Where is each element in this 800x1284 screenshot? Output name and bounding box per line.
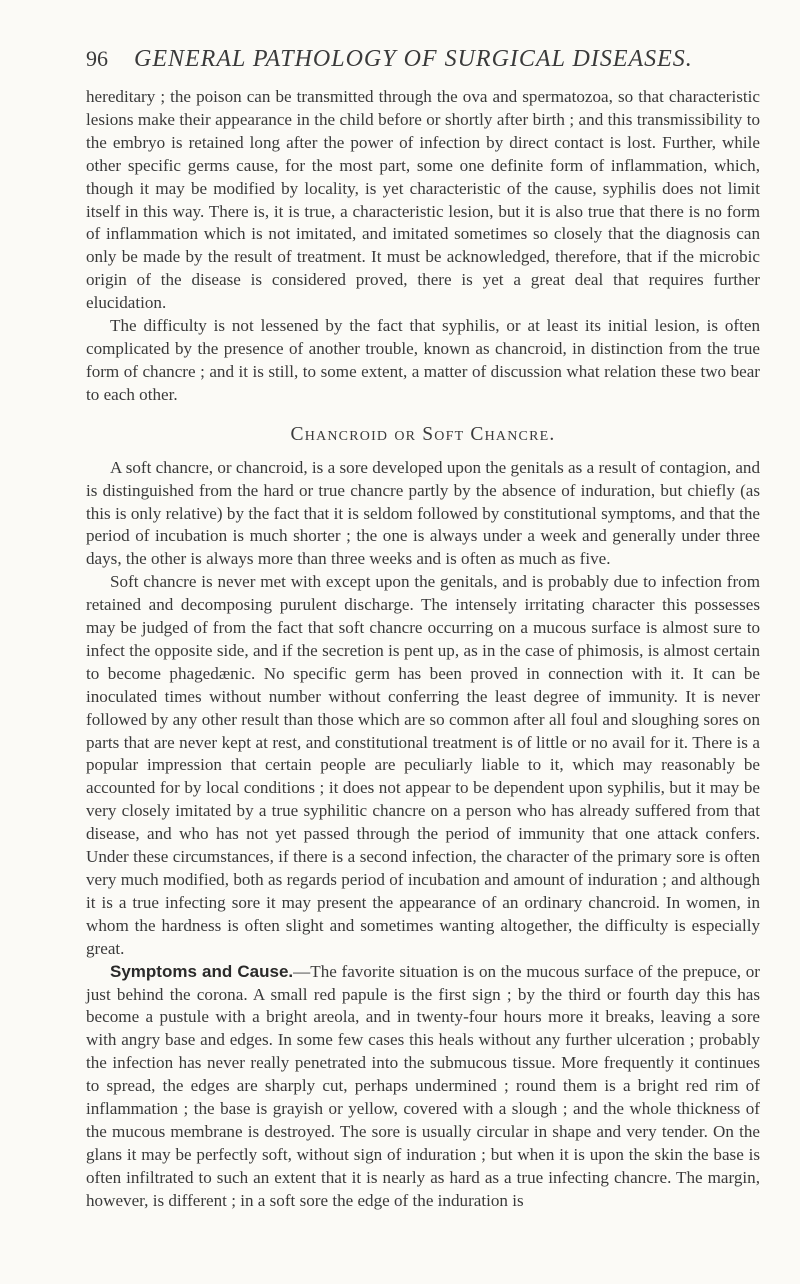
paragraph-soft-chancre-definition: A soft chancre, or chancroid, is a sore developed upon the genitals as a result of contagion, and is distinguished from the hard or true chancre partly by the absence of induration, but chiefly (as this is only relative) by the fact that it is seldom followed by constitutional symptoms, and that the period of incubation is much shorter ; the one is always under a week and generally under three days, the other is always more than three weeks and is often as much as five.: [86, 457, 760, 569]
paragraph-symptoms-and-cause: [86, 961, 760, 1213]
symptoms-text: —The favorite situation is on the mucous surface of the prepuce, or just behind the corona. A small red papule is the first sign ; by the third or fourth day this has become a pustule with a bright areola, and in twenty-four hours more it breaks, leaving a sore with angry base and edges. In some few cases this heals without any further ulceration ; probably the infection has never really penetrated into the submucous tissue. More frequently it continues to spread, the edges are sharply cut, perhaps undermined ; round them is a bright red rim of inflammation ; the base is grayish or yellow, covered with a slough ; and the whole thickness of the mucous membrane is destroyed. The sore is usually circular in shape and very tender. On the glans it may be perfectly soft, without sign of induration ; but when it is upon the skin the base is often infiltrated to such an extent that it is nearly as hard as a true infecting chancre. The margin, however, is different ; in a soft sore the edge of the induration is: [86, 961, 760, 1210]
running-title: GENERAL PATHOLOGY OF SURGICAL DISEASES.: [134, 46, 693, 72]
page-header: [86, 46, 760, 82]
page-number: 96: [86, 46, 108, 71]
paragraph-syphilis-continued: hereditary ; the poison can be transmitted through the ova and spermatozoa, so that characteristic lesions make their appearance in the child before or shortly after birth ; and this transmissibility to the embryo is retained long after the power of infection by direct contact is lost. Further, while other specific germs cause, for the most part, some one definite form of inflammation, which, though it may be modified by locality, is yet characteristic of the cause, syphilis does not limit itself in this way. There is, it is true, a characteristic lesion, but it is also true that there is no form of inflammation which is not imitated, and imitated sometimes so closely that the diagnosis can only be made by the result of treatment. It must be acknowledged, therefore, that if the microbic origin of the disease is considered proved, there is yet a great deal that requires further elucidation.: [86, 87, 760, 313]
paragraph-soft-chancre-genitals: Soft chancre is never met with except upon the genitals, and is probably due to infection from retained and decomposing purulent discharge. The intensely irritating character this possesses may be judged of from the fact that soft chancre occurring on a mucous surface is almost sure to infect the opposite side, and if the secretion is pent up, as in the case of phimosis, is almost certain to become phagedænic. No specific germ has been proved in connection with it. It can be inoculated times without number without conferring the least degree of immunity. It is never followed by any other result than those which are so common after all foul and sloughing sores on parts that are never kept at rest, and constitutional treatment is of little or no avail for it. There is a popular impression that certain people are peculiarly liable to it, which may reasonably be accounted for by local conditions ; it does not appear to be dependent upon syphilis, but it may be very closely imitated by a true syphilitic chancre on a person who has already suffered from that disease, and who has not yet passed through the period of immunity that one attack confers. Under these circumstances, if there is a second infection, the character of the primary sore is often very much modified, both as regards period of incubation and amount of induration ; and although it is a true infecting sore it may present the appearance of an ordinary chancroid. In women, in whom the hardness is often slight and sometimes wanting altogether, the difficulty is especially great.: [86, 572, 760, 958]
section-heading: Chancroid or Soft Chancre.: [290, 423, 556, 445]
paragraph-difficulty: The difficulty is not lessened by the fact that syphilis, or at least its initial lesion, is often complicated by the presence of another trouble, known as chancroid, in distinction from the true form of chancre ; and it is still, to some extent, a matter of discussion what relation these two bear to each other.: [86, 316, 760, 404]
run-in-heading: Symptoms and Cause.: [110, 961, 294, 981]
